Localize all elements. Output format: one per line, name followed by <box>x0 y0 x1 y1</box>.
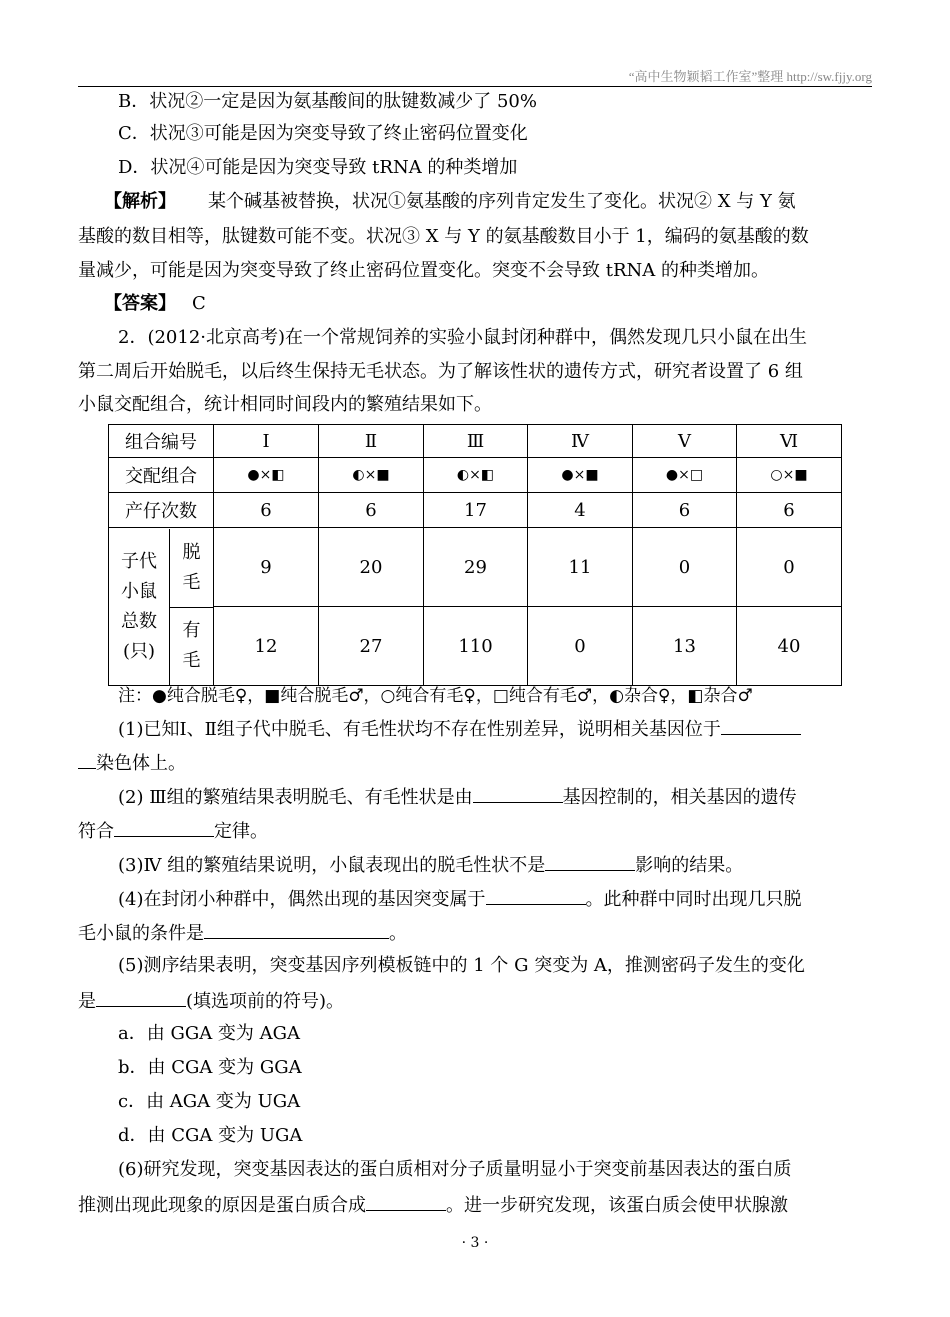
q3-text-a: (3)Ⅳ 组的繁殖结果说明，小鼠表现出的脱毛性状不是 <box>118 855 546 876</box>
option-b: B．状况②一定是因为氨基酸间的肽键数减少了 50% <box>118 91 537 112</box>
offspring-label-1: 子代 <box>121 550 157 572</box>
haired-label-2: 毛 <box>182 650 201 671</box>
label-count: 产仔次数 <box>109 493 214 528</box>
count-cell: 4 <box>528 493 633 528</box>
hairless-cell: 11 <box>528 528 633 607</box>
q4-text-a: (4)在封闭小种群中，偶然出现的基因突变属于 <box>118 889 486 910</box>
q6-line-2 <box>78 1192 873 1218</box>
table-row-group <box>109 425 842 458</box>
cross-cell: ●×◧ <box>214 458 319 493</box>
table-row-cross <box>109 458 842 493</box>
answer-value: C <box>192 293 206 314</box>
table-row-haired <box>109 607 842 686</box>
q4-text-d: 。 <box>389 923 407 944</box>
label-group: 组合编号 <box>109 425 214 458</box>
q2-text-d: 定律。 <box>214 821 268 842</box>
group-cell: Ⅲ <box>424 425 528 458</box>
answer-blank[interactable] <box>545 852 635 871</box>
q4-line-2 <box>78 920 873 946</box>
offspring-label-cell <box>109 528 214 686</box>
q2-line-2: 第二周后开始脱毛，以后终生保持无毛状态。为了解该性状的遗传方式，研究者设置了 6 组 <box>78 361 803 382</box>
q2-line-1: 2．(2012·北京高考)在一个常规饲养的实验小鼠封闭种群中，偶然发现几只小鼠在出生 <box>118 327 808 348</box>
q2-line-3: 小鼠交配组合，统计相同时间段内的繁殖结果如下。 <box>78 394 492 415</box>
label-cross: 交配组合 <box>109 458 214 493</box>
analysis-label: 【解析】 <box>104 191 176 212</box>
analysis-line-3: 量减少，可能是因为突变导致了终止密码位置变化。突变不会导致 tRNA 的种类增加。 <box>78 260 769 281</box>
q1-line-1 <box>118 716 913 742</box>
q6-text-c: 。进一步研究发现，该蛋白质会使甲状腺激 <box>446 1195 788 1216</box>
q2-text-b: 基因控制的，相关基因的遗传 <box>562 787 797 808</box>
header-rule <box>78 86 872 87</box>
answer-blank[interactable] <box>114 818 214 837</box>
offspring-label-4: (只) <box>122 640 156 662</box>
cross-cell: ●×□ <box>633 458 737 493</box>
table-row-hairless <box>109 528 842 607</box>
q5-option-a: a．由 GGA 变为 AGA <box>118 1023 301 1044</box>
q5-option-d: d．由 CGA 变为 UGA <box>118 1125 303 1146</box>
haired-cell: 110 <box>424 607 528 686</box>
q2-text-c: 符合 <box>78 821 114 842</box>
option-c: C．状况③可能是因为突变导致了终止密码位置变化 <box>118 123 528 144</box>
answer-blank[interactable] <box>486 886 586 905</box>
q1-text-b: 染色体上。 <box>96 753 186 774</box>
count-cell: 6 <box>737 493 842 528</box>
count-cell: 17 <box>424 493 528 528</box>
answer-blank[interactable] <box>366 1192 446 1211</box>
table-row-count <box>109 493 842 528</box>
group-cell: Ⅴ <box>633 425 737 458</box>
q5-option-c: c．由 AGA 变为 UGA <box>118 1091 301 1112</box>
option-d: D．状况④可能是因为突变导致 tRNA 的种类增加 <box>118 157 518 178</box>
q4-text-c: 毛小鼠的条件是 <box>78 923 204 944</box>
answer-line <box>104 292 899 316</box>
hairless-cell: 29 <box>424 528 528 607</box>
group-cell: Ⅱ <box>319 425 424 458</box>
q1-text-a: (1)已知Ⅰ、Ⅱ组子代中脱毛、有毛性状均不存在性别差异，说明相关基因位于 <box>118 719 721 740</box>
q2-sub-line-1 <box>118 784 913 810</box>
hairless-cell: 9 <box>214 528 319 607</box>
count-cell: 6 <box>633 493 737 528</box>
q1-line-2 <box>78 750 873 776</box>
cross-cell: ◐×◧ <box>424 458 528 493</box>
q4-text-b: 。此种群中同时出现几只脱 <box>585 889 802 910</box>
q5-line-1: (5)测序结果表明，突变基因序列模板链中的 1 个 G 突变为 A，推测密码子发生的变化 <box>118 955 805 976</box>
page-header: “高中生物颖韬工作室”整理 http://sw.fjjy.org <box>628 69 872 84</box>
group-cell: Ⅳ <box>528 425 633 458</box>
analysis-text-1: 某个碱基被替换，状况①氨基酸的序列肯定发生了变化。状况② X 与 Y 氨 <box>208 191 796 212</box>
offspring-label-3: 总数 <box>121 610 157 632</box>
haired-cell: 12 <box>214 607 319 686</box>
haired-cell: 27 <box>319 607 424 686</box>
count-cell: 6 <box>319 493 424 528</box>
q3-line <box>118 852 913 878</box>
q5-option-b: b．由 CGA 变为 GGA <box>118 1057 302 1078</box>
group-cell: Ⅰ <box>214 425 319 458</box>
answer-blank[interactable] <box>78 750 96 769</box>
q6-line-1: (6)研究发现，突变基因表达的蛋白质相对分子质量明显小于突变前基因表达的蛋白质 <box>118 1159 792 1180</box>
answer-blank[interactable] <box>721 716 801 735</box>
answer-label: 【答案】 <box>104 293 176 314</box>
cross-cell: ◐×■ <box>319 458 424 493</box>
hairless-cell: 0 <box>633 528 737 607</box>
count-cell: 6 <box>214 493 319 528</box>
answer-blank[interactable] <box>204 920 389 939</box>
page-number: · 3 · <box>461 1235 489 1251</box>
breeding-table <box>108 424 842 686</box>
q4-line-1 <box>118 886 913 912</box>
hairless-label-2: 毛 <box>182 571 201 593</box>
hairless-cell: 0 <box>737 528 842 607</box>
answer-blank[interactable] <box>473 784 563 803</box>
cross-cell: ●×■ <box>528 458 633 493</box>
haired-cell: 13 <box>633 607 737 686</box>
q2-sub-line-2 <box>78 818 873 844</box>
q2-text-a: (2) Ⅲ组的繁殖结果表明脱毛、有毛性状是由 <box>118 787 473 808</box>
q5-line-2 <box>78 988 873 1014</box>
q6-text-b: 推测出现此现象的原因是蛋白质合成 <box>78 1195 366 1216</box>
haired-cell: 40 <box>737 607 842 686</box>
hairless-label-1: 脱 <box>182 541 201 563</box>
offspring-label-2: 小鼠 <box>121 580 157 602</box>
q5-text-c: (填选项前的符号)。 <box>186 991 345 1012</box>
answer-blank[interactable] <box>96 988 186 1007</box>
table-note: 注：●纯合脱毛♀，■纯合脱毛♂，○纯合有毛♀，□纯合有毛♂，◐杂合♀，◧杂合♂ <box>118 686 753 706</box>
group-cell: Ⅵ <box>737 425 842 458</box>
analysis-line-2: 基酸的数目相等，肽键数可能不变。状况③ X 与 Y 的氨基酸数目小于 1，编码的氨基酸的数 <box>78 226 809 247</box>
haired-label-1: 有 <box>182 620 201 641</box>
cross-cell: ○×■ <box>737 458 842 493</box>
q5-text-b: 是 <box>78 991 96 1012</box>
analysis-line-1 <box>104 190 899 214</box>
hairless-cell: 20 <box>319 528 424 607</box>
haired-cell: 0 <box>528 607 633 686</box>
q3-text-b: 影响的结果。 <box>635 855 744 876</box>
